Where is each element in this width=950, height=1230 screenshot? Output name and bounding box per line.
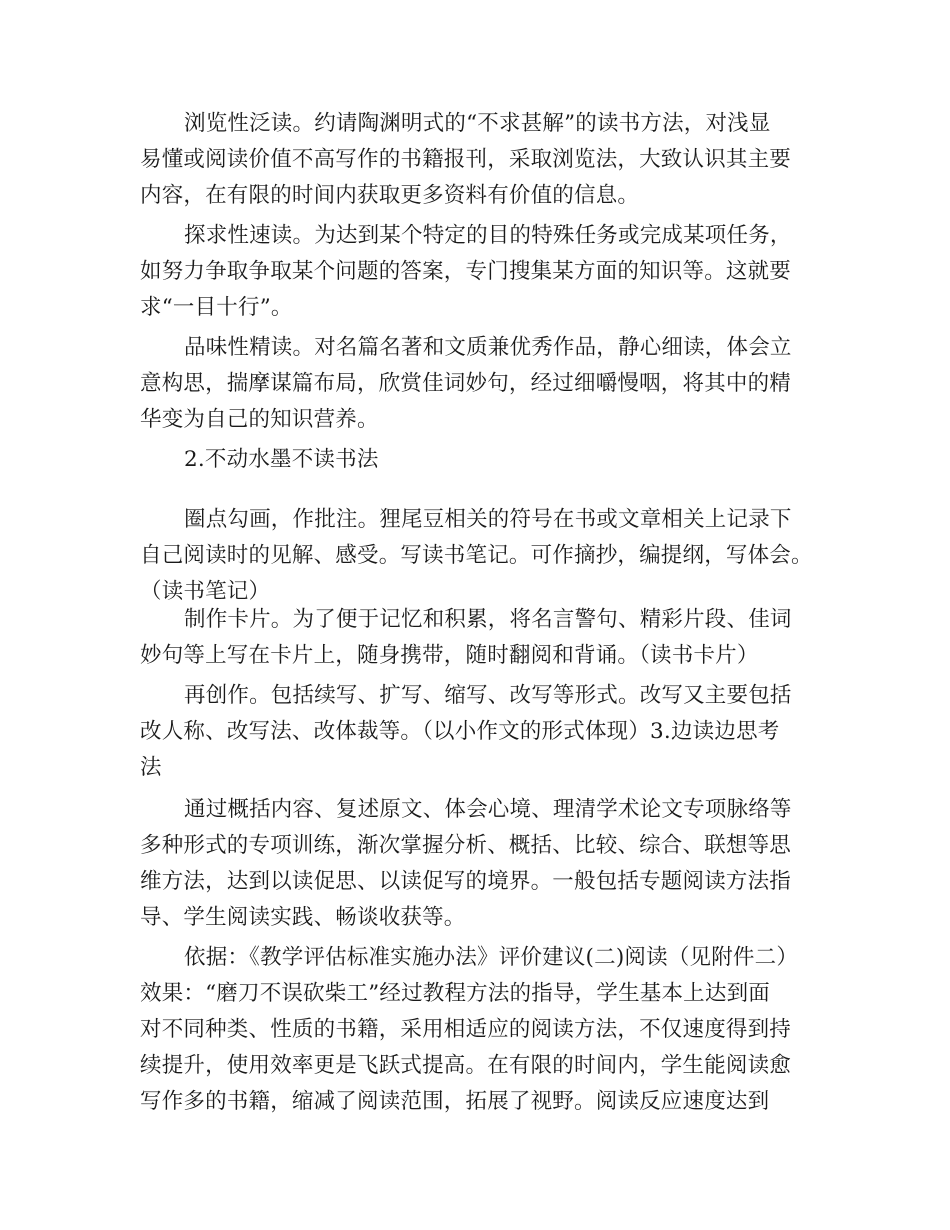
text-line: 维方法，达到以读促思、以读促写的境界。一般包括专题阅读方法指 xyxy=(140,869,792,894)
text-line: （读书笔记） xyxy=(140,579,271,604)
text-line: 圈点勾画，作批注。狸尾豆相关的符号在书或文章相关上记录下 xyxy=(184,507,792,532)
text-line: 导、学生阅读实践、畅谈收获等。 xyxy=(140,905,466,930)
text-line: 通过概括内容、复述原文、体会心境、理清学术论文专项脉络等 xyxy=(184,797,792,822)
text-line: 探求性速读。为达到某个特定的目的特殊任务或完成某项任务， xyxy=(184,223,792,248)
paragraph-speed-reading xyxy=(140,218,840,326)
text-line: 浏览性泛读。约请陶渊明式的“不求甚解”的读书方法，对浅显 xyxy=(184,111,771,136)
text-line: 法 xyxy=(140,755,162,780)
text-line: 制作卡片。为了便于记忆和积累，将名言警句、精彩片段、佳词 xyxy=(184,607,792,632)
paragraph-annotation xyxy=(140,502,840,610)
text-line: 依据：《教学评估标准实施办法》评价建议(二)阅读（见附件二） xyxy=(184,945,799,970)
text-line: 内容，在有限的时间内获取更多资料有价值的信息。 xyxy=(140,183,640,208)
section-heading xyxy=(140,442,840,478)
text-line: 效果：“磨刀不误砍柴工”经过教程方法的指导，学生基本上达到面 xyxy=(140,981,770,1006)
text-line: 求“一目十行”。 xyxy=(140,295,293,320)
text-line: 品味性精读。对名篇名著和文质兼优秀作品，静心细读，体会立 xyxy=(184,335,792,360)
text-line: 再创作。包括续写、扩写、缩写、改写等形式。改写又主要包括 xyxy=(184,683,792,708)
text-line: 改人称、改写法、改体裁等。（以小作文的形式体现）3.边读边思考 xyxy=(140,719,780,744)
paragraph-intensive-reading xyxy=(140,330,840,438)
text-line: 2.不动水墨不读书法 xyxy=(184,447,379,472)
text-line: 易懂或阅读价值不高写作的书籍报刊，采取浏览法，大致认识其主要 xyxy=(140,147,792,172)
text-line: 意构思，揣摩谋篇布局，欣赏佳词妙句，经过细嚼慢咽，将其中的精 xyxy=(140,371,792,396)
text-line: 妙句等上写在卡片上，随身携带，随时翻阅和背诵。（读书卡片） xyxy=(140,643,759,668)
text-line: 对不同种类、性质的书籍，采用相适应的阅读方法，不仅速度得到持 xyxy=(140,1017,792,1042)
paragraph-training xyxy=(140,792,840,936)
text-line: 续提升，使用效率更是飞跃式提高。在有限的时间内，学生能阅读愈 xyxy=(140,1053,792,1078)
text-line: 如努力争取争取某个问题的答案，专门搜集某方面的知识等。这就要 xyxy=(140,259,792,284)
text-line: 华变为自己的知识营养。 xyxy=(140,407,379,432)
text-line: 写作多的书籍，缩减了阅读范围，拓展了视野。阅读反应速度达到 xyxy=(140,1089,770,1114)
text-line: 自己阅读时的见解、感受。写读书笔记。可作摘抄，编提纲，写体会。 xyxy=(140,543,813,568)
paragraph-basis-effect xyxy=(140,940,840,1120)
text-line: 多种形式的专项训练，渐次掌握分析、概括、比较、综合、联想等思 xyxy=(140,833,792,858)
paragraph-recreation xyxy=(140,678,840,786)
paragraph-skim-reading xyxy=(140,106,840,214)
paragraph-cards xyxy=(140,602,840,674)
